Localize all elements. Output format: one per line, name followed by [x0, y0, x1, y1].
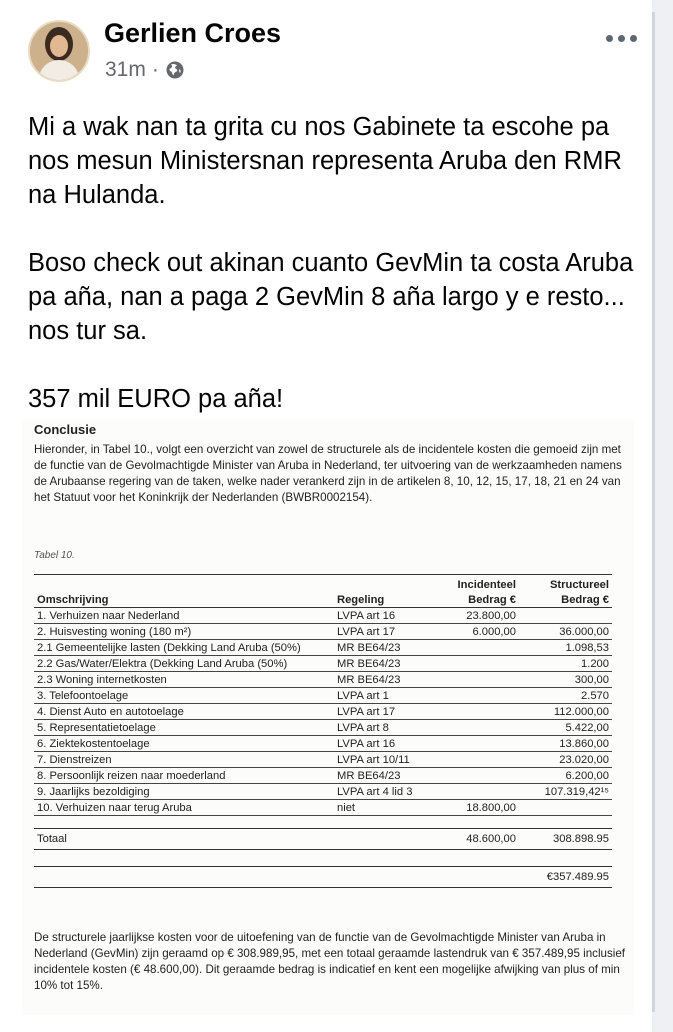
cell-omschrijving: 5. Representatietoelage [34, 720, 334, 736]
cell-regeling: MR BE64/23 [334, 640, 434, 656]
cell-omschrijving: 2.1 Gemeentelijke lasten (Dekking Land Aruba (50%) [34, 640, 334, 656]
table-header-row [34, 592, 612, 608]
cell-incidenteel [434, 672, 519, 688]
total-label: Totaal [34, 829, 334, 850]
table-header-row [34, 575, 612, 593]
document-conclusion: De structurele jaarlijkse kosten voor de uitoefening van de functie van de Gevolmachtigde Minister van Aruba in Nederland (GevMin) zijn geraamd op € 308.989,95, met een totaal geraamde lastendruk van € 357.489,95 inclusief incidentele kosten (€ 48.600,00). Dit geraamde bedrag is indicatief en kent een mogelijke afwijking van plus of min 10% tot 15%. [34, 931, 626, 992]
cell-regeling: MR BE64/23 [334, 656, 434, 672]
cell-regeling: MR BE64/23 [334, 768, 434, 784]
post-time[interactable]: 31m [105, 58, 146, 81]
header-cell [334, 575, 434, 593]
cell-regeling: MR BE64/23 [334, 672, 434, 688]
header-incidenteel: Incidenteel [434, 575, 519, 593]
post-header [28, 18, 648, 88]
cell-incidenteel [434, 784, 519, 800]
table-row [34, 640, 612, 656]
cell-omschrijving: 2.2 Gas/Water/Elektra (Dekking Land Aruba (50%) [34, 656, 334, 672]
cell-regeling: LVPA art 1 [334, 688, 434, 704]
table-row [34, 656, 612, 672]
table-total-row [34, 829, 612, 850]
cell-structureel: 36.000,00 [519, 624, 612, 640]
post-meta [105, 58, 185, 82]
table-row [34, 624, 612, 640]
table-spacer [34, 816, 612, 829]
side-panel-edge [652, 0, 673, 1032]
post-paragraph: Boso check out akinan cuanto GevMin ta costa Aruba pa aña, nan a paga 2 GevMin 8 aña largo y e resto... nos tur sa. [28, 249, 634, 345]
cell-regeling: LVPA art 16 [334, 736, 434, 752]
table-row [34, 752, 612, 768]
cell-omschrijving: 7. Dienstreizen [34, 752, 334, 768]
grand-total: €357.489.95 [519, 867, 612, 888]
dot [630, 35, 637, 42]
cell-regeling: LVPA art 10/11 [334, 752, 434, 768]
cell-omschrijving: 2. Huisvesting woning (180 m²) [34, 624, 334, 640]
cell-omschrijving: 3. Telefoontoelage [34, 688, 334, 704]
header-omschrijving: Omschrijving [34, 592, 334, 608]
cell-incidenteel: 18.800,00 [434, 800, 519, 816]
cell-incidenteel [434, 656, 519, 672]
table-row [34, 768, 612, 784]
globe-icon[interactable] [165, 60, 185, 80]
cell-structureel: 13.860,00 [519, 736, 612, 752]
avatar[interactable] [28, 20, 90, 82]
table-row [34, 800, 612, 816]
dot [618, 35, 625, 42]
table-row [34, 704, 612, 720]
table-row [34, 720, 612, 736]
table-blank-row [34, 850, 612, 867]
cell-incidenteel [434, 752, 519, 768]
cell-incidenteel: 6.000,00 [434, 624, 519, 640]
cell-regeling: LVPA art 8 [334, 720, 434, 736]
cell-incidenteel [434, 768, 519, 784]
cell-structureel: 6.200,00 [519, 768, 612, 784]
post-body [28, 110, 638, 416]
cell-structureel [519, 608, 612, 624]
cell-incidenteel [434, 640, 519, 656]
header-bedrag-incidenteel: Bedrag € [434, 592, 519, 608]
cell-structureel: 300,00 [519, 672, 612, 688]
total-structureel: 308.898.95 [519, 829, 612, 850]
table-label: Tabel 10. [34, 550, 75, 561]
table-row [34, 608, 612, 624]
dot [606, 35, 613, 42]
total-incidenteel: 48.600,00 [434, 829, 519, 850]
meta-separator: · [151, 58, 159, 81]
cell-structureel: 23.020,00 [519, 752, 612, 768]
cell-structureel: 1.200 [519, 656, 612, 672]
cell-omschrijving: 8. Persoonlijk reizen naar moederland [34, 768, 334, 784]
table-row [34, 784, 612, 800]
cell-omschrijving: 10. Verhuizen naar terug Aruba [34, 800, 334, 816]
document-image[interactable] [22, 420, 634, 1015]
cell-regeling: LVPA art 16 [334, 608, 434, 624]
cost-table [34, 574, 612, 888]
cell-structureel: 1.098,53 [519, 640, 612, 656]
cell-regeling: LVPA art 17 [334, 704, 434, 720]
panel-divider [652, 12, 655, 1012]
header-cell [34, 575, 334, 593]
cell-omschrijving: 6. Ziektekostentoelage [34, 736, 334, 752]
cell-structureel: 107.319,42¹⁵ [519, 784, 612, 800]
table-row [34, 688, 612, 704]
cell-structureel: 112.000,00 [519, 704, 612, 720]
header-bedrag-structureel: Bedrag € [519, 592, 612, 608]
cell-omschrijving: 4. Dienst Auto en autotoelage [34, 704, 334, 720]
document-title: Conclusie [34, 422, 97, 437]
post-paragraph: Mi a wak nan ta grita cu nos Gabinete ta escohe pa nos mesun Ministersnan representa Aruba den RMR na Hulanda. [28, 113, 622, 209]
cell-incidenteel [434, 688, 519, 704]
table-grand-total-row [34, 867, 612, 888]
cell-incidenteel [434, 736, 519, 752]
cell-structureel: 5.422,00 [519, 720, 612, 736]
cell-incidenteel: 23.800,00 [434, 608, 519, 624]
cell-omschrijving: 9. Jaarlijks bezoldiging [34, 784, 334, 800]
table-row [34, 736, 612, 752]
author-name[interactable]: Gerlien Croes [104, 18, 282, 48]
more-options-icon[interactable] [599, 28, 643, 48]
table-body [34, 608, 612, 816]
document-intro: Hieronder, in Tabel 10., volgt een overzicht van zowel de structurele als de incidentele kosten die gemoeid zijn met de functie van de Gevolmachtigde Minister van Aruba in Nederland, ter uitvoering van de werkzaamheden namens de Arubaanse regering van de taken, welke nader verankerd zijn in de artikelen 8, 10, 12, 15, 17, 18, 21 en 24 van het Statuut voor het Koninkrijk der Nederlanden (BWBR0002154). [34, 443, 622, 504]
cell-structureel [519, 800, 612, 816]
cell-omschrijving: 2.3 Woning internetkosten [34, 672, 334, 688]
cell-regeling: niet [334, 800, 434, 816]
cell-incidenteel [434, 720, 519, 736]
header-regeling: Regeling [334, 592, 434, 608]
cell-omschrijving: 1. Verhuizen naar Nederland [34, 608, 334, 624]
cell-regeling: LVPA art 17 [334, 624, 434, 640]
header-structureel: Structureel [519, 575, 612, 593]
cell-structureel: 2.570 [519, 688, 612, 704]
profile-photo [30, 22, 88, 80]
cell-regeling: LVPA art 4 lid 3 [334, 784, 434, 800]
table-row [34, 672, 612, 688]
post-paragraph: 357 mil EURO pa aña! [28, 385, 284, 413]
cell-incidenteel [434, 704, 519, 720]
